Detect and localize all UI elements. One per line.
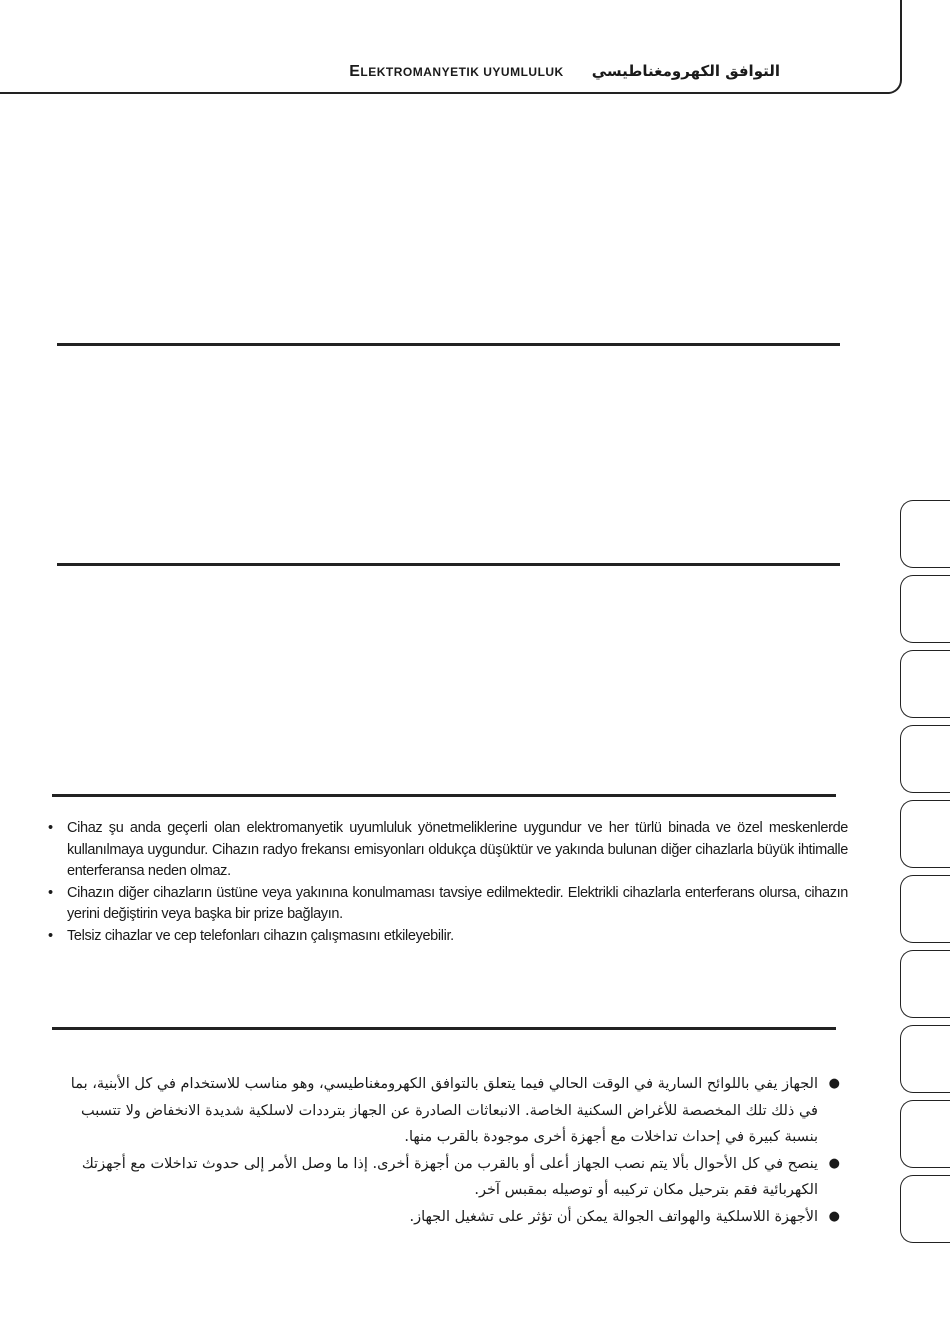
list-item: • Cihaz şu anda geçerli olan elektromanyetik uyumluluk yönetmeliklerine uygundur ve her türlü binada ve özel meskenlerde kullanılmaya uygundur. Cihazın radyo frekansı emisyonları oldukça düşüktür ve yakında bulunan diğer cihazlarla büyük ihtimalle enterferansa neden olmaz. [48, 818, 848, 883]
list-item [53, 1071, 840, 1151]
section-divider [52, 794, 836, 797]
list-item-text: الأجهزة اللاسلكية والهواتف الجوالة يمكن أن تؤثر على تشغيل الجهاز. [409, 1208, 818, 1225]
side-tab[interactable] [900, 500, 950, 568]
list-item: • Telsiz cihazlar ve cep telefonları cihazın çalışmasını etkileyebilir. [48, 926, 848, 948]
side-tab[interactable] [900, 950, 950, 1018]
side-tab[interactable] [900, 1025, 950, 1093]
list-item: • Cihazın diğer cihazların üstüne veya yakınına konulmaması tavsiye edilmektedir. Elektrikli cihazlarla enterferans olursa, cihazın yerini değiştirin veya başka bir prize bağlayın. [48, 883, 848, 926]
side-tab[interactable] [900, 725, 950, 793]
bullet-icon: ● [828, 1155, 840, 1171]
side-tab[interactable] [900, 1100, 950, 1168]
side-tab[interactable] [900, 875, 950, 943]
list-item-text: الجهاز يفي باللوائح السارية في الوقت الحالي فيما يتعلق بالتوافق الكهرومغناطيسي، وهو مناسب للاستخدام في كل الأبنية، بما في ذلك تلك المخصصة للأغراض السكنية الخاصة. الانبعاثات الصادرة عن الجهاز بترددات لاسلكية شديدة الانخفاض ولا تتسبب بنسبة كبيرة في إحداث تداخلات مع أجهزة أخرى موجودة بالقرب منها. [70, 1076, 818, 1145]
section-divider [57, 343, 840, 346]
list-item [53, 1204, 840, 1231]
side-tab[interactable] [900, 1175, 950, 1243]
list-item [53, 1151, 840, 1204]
side-tab-strip [900, 500, 950, 1243]
turkish-bullet-list [48, 818, 848, 947]
list-item-text: ينصح في كل الأحوال بألا يتم نصب الجهاز أعلى أو بالقرب من أجهزة أخرى. إذا ما وصل الأمر إلى حدوث تداخلات مع أجهزتك الكهربائية فقم بترحيل مكان تركيبه أو توصيله بمقبس آخر. [81, 1155, 818, 1198]
page-header [349, 62, 780, 86]
arabic-bullet-list [53, 1071, 840, 1230]
bullet-icon: ● [828, 1208, 840, 1224]
side-tab[interactable] [900, 575, 950, 643]
side-tab[interactable] [900, 800, 950, 868]
section-divider [52, 1027, 836, 1030]
header-title-latin: ELEKTROMANYETIK UYUMLULUK [349, 63, 564, 80]
bullet-icon: ● [828, 1076, 840, 1091]
side-tab[interactable] [900, 650, 950, 718]
header-title-arabic: التوافق الكهرومغناطيسي [591, 62, 780, 80]
section-divider [57, 563, 840, 566]
